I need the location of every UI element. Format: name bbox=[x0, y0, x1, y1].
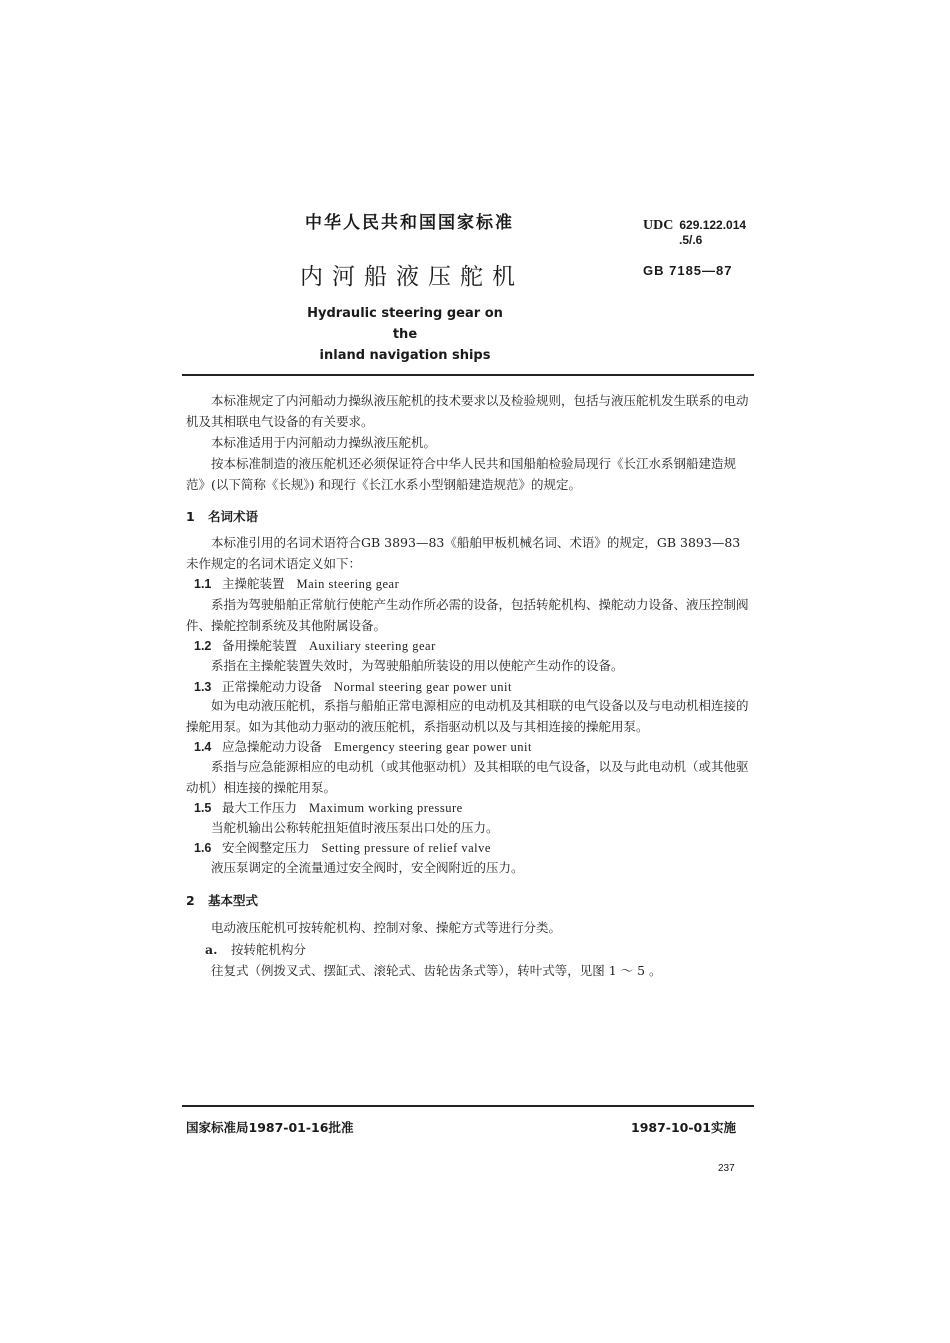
standard-name: 中华人民共和国国家标准 bbox=[305, 213, 514, 233]
term-1-2 bbox=[194, 636, 436, 654]
section-2-number: 2 bbox=[186, 893, 195, 908]
term-number: 1.6 bbox=[194, 841, 212, 855]
term-cn: 最大工作压力 bbox=[222, 800, 298, 815]
term-en: Setting pressure of relief valve bbox=[321, 841, 491, 855]
term-number: 1.3 bbox=[194, 680, 212, 694]
udc-line2: .5/.6 bbox=[679, 233, 703, 247]
section-2-heading bbox=[186, 891, 258, 909]
document-title-cn: 内河船液压舵机 bbox=[300, 264, 524, 290]
intro-paragraph-2: 本标准适用于内河船动力操纵液压舵机。 bbox=[211, 435, 437, 450]
section-1-intro: 本标准引用的名词术语符合GB 3893—83《船舶甲板机械名词、术语》的规定，GB 3893—83未作规定的名词术语定义如下： bbox=[186, 535, 741, 571]
term-1-3 bbox=[194, 677, 512, 695]
term-1-1 bbox=[194, 574, 399, 592]
term-en: Normal steering gear power unit bbox=[334, 680, 512, 694]
udc-code bbox=[643, 218, 746, 248]
term-1-6-definition: 液压泵调定的全流量通过安全阀时，安全阀附近的压力。 bbox=[211, 860, 524, 875]
title-en-line2: inland navigation ships bbox=[319, 348, 491, 363]
term-cn: 主操舵装置 bbox=[222, 576, 285, 591]
term-1-3-definition: 如为电动液压舵机，系指与船舶正常电源相应的电动机及其相联的电气设备以及与电动机相连接的操舵用泵。如为其他动力驱动的液压舵机，系指驱动机以及与其相连接的操舵用泵。 bbox=[186, 698, 749, 734]
term-cn: 备用操舵装置 bbox=[222, 638, 298, 653]
term-en: Maximum working pressure bbox=[309, 801, 463, 815]
section-1-number: 1 bbox=[186, 509, 195, 524]
term-1-2-definition: 系指在主操舵装置失效时，为驾驶船舶所装设的用以使舵产生动作的设备。 bbox=[211, 658, 624, 673]
section-2-item-a bbox=[205, 940, 306, 958]
approval-date: 国家标准局1987-01-16批准 bbox=[186, 1120, 354, 1135]
term-number: 1.4 bbox=[194, 740, 212, 754]
term-en: Auxiliary steering gear bbox=[309, 639, 436, 653]
item-a-text: 按转舵机构分 bbox=[231, 942, 307, 957]
title-en-line1: Hydraulic steering gear on the bbox=[307, 306, 503, 342]
term-1-4 bbox=[194, 737, 532, 755]
item-a-label: a. bbox=[205, 942, 218, 957]
term-1-4-definition: 系指与应急能源相应的电动机（或其他驱动机）及其相联的电气设备，以及与此电动机（或其他驱动机）相连接的操舵用泵。 bbox=[186, 759, 749, 795]
intro-paragraph-3: 按本标准制造的液压舵机还必须保证符合中华人民共和国船舶检验局现行《长江水系钢船建造规范》(以下简称《长规》) 和现行《长江水系小型钢船建造规范》的规定。 bbox=[186, 456, 737, 492]
document-title-en bbox=[300, 303, 510, 366]
term-1-6 bbox=[194, 838, 491, 856]
section-2-paragraph-2: 往复式（例拨叉式、摆缸式、滚轮式、齿轮齿条式等），转叶式等，见图 1 ～ 5 。 bbox=[211, 963, 662, 978]
section-1-title: 名词术语 bbox=[208, 509, 259, 524]
udc-label: UDC bbox=[643, 218, 674, 233]
section-2-paragraph-1: 电动液压舵机可按转舵机构、控制对象、操舵方式等进行分类。 bbox=[211, 920, 562, 935]
term-1-5-definition: 当舵机输出公称转舵扭矩值时液压泵出口处的压力。 bbox=[211, 820, 499, 835]
term-1-1-definition: 系指为驾驶船舶正常航行使舵产生动作所必需的设备，包括转舵机构、操舵动力设备、液压控制阀件、操舵控制系统及其他附属设备。 bbox=[186, 597, 749, 633]
intro-paragraph-1: 本标准规定了内河船动力操纵液压舵机的技术要求以及检验规则，包括与液压舵机发生联系的电动机及其相联电气设备的有关要求。 bbox=[186, 393, 749, 429]
udc-line1: 629.122.014 bbox=[679, 218, 747, 232]
bottom-divider bbox=[182, 1105, 754, 1107]
term-number: 1.1 bbox=[194, 577, 212, 591]
term-en: Emergency steering gear power unit bbox=[334, 740, 532, 754]
page-number: 237 bbox=[718, 1163, 735, 1174]
term-cn: 正常操舵动力设备 bbox=[222, 679, 323, 694]
effective-date: 1987-10-01实施 bbox=[631, 1120, 736, 1135]
term-1-5 bbox=[194, 798, 463, 816]
term-number: 1.2 bbox=[194, 639, 212, 653]
top-divider bbox=[182, 374, 754, 376]
term-cn: 应急操舵动力设备 bbox=[222, 739, 323, 754]
section-2-title: 基本型式 bbox=[208, 893, 259, 908]
term-cn: 安全阀整定压力 bbox=[222, 840, 310, 855]
gb-code: GB 7185—87 bbox=[643, 263, 733, 278]
section-1-heading bbox=[186, 507, 258, 525]
term-en: Main steering gear bbox=[296, 577, 400, 591]
term-number: 1.5 bbox=[194, 801, 212, 815]
